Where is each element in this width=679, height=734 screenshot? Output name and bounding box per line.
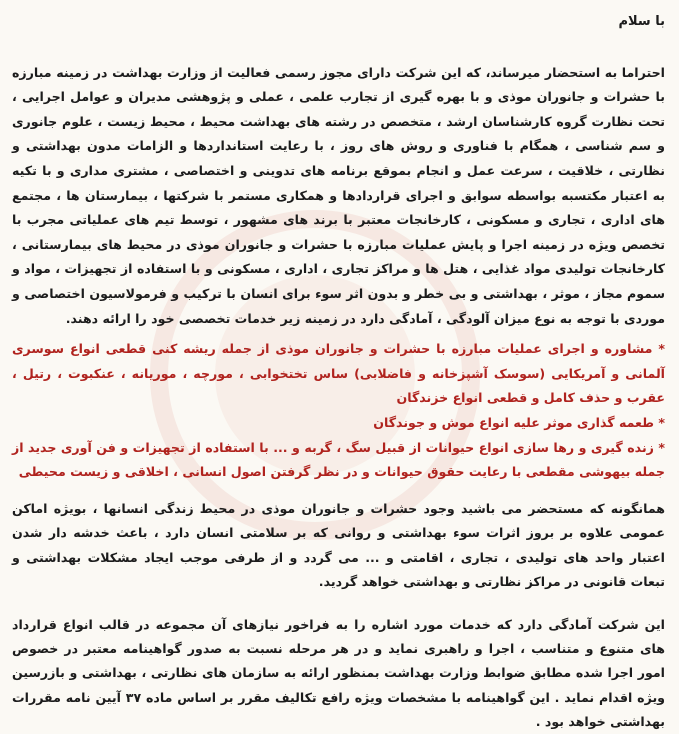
greeting: با سلام [618,14,665,29]
services-list [12,337,665,485]
spacer [12,485,665,497]
service-item-rodent-baiting: * طعمه گذاری موثر علیه انواع موش و جوندگان [373,414,665,430]
service-item-pest-control: * مشاوره و اجرای عملیات مبارزه با حشرات و جانوران موذی از جمله ریشه کنی قطعی انواع سوسری آلمانی و آمریکایی (سوسک آشپزخانه و فاضلابی) ساس تختخوابی ، مورچه ، موریانه ، عنکبوت ، رتیل ، عقرب و حذف کامل و قطعی انواع خزندگان [12,341,665,406]
spacer [12,601,665,613]
service-item-animal-capture: * زنده گیری و رها سازی انواع حیوانات از قبیل سگ ، گربه و ... با استفاده از تجهیزات و فن آوری جدید از جمله بیهوشی مقطعی با رعایت حقوق حیوانات و در نظر گرفتن اصول انسانی ، اخلاقی و زیست محیطی [12,439,665,480]
contract-paragraph: این شرکت آمادگی دارد که خدمات مورد اشاره را به فراخور نیازهای آن مجموعه در قالب انواع قرارداد های متنوع و متناسب ، اجرا و راهبری نماید و در هر مرحله نسبت به صدور گواهینامه معتبر در خصوص امور اجرا شده مطابق ضوابط وزارت بهداشت بمنظور ارائه به سازمان های نظارتی ، بهداشتی و بازرسین ویژه اقدام نماید . این گواهینامه با مشخصات ویژه رافع تکالیف مقرر بر اساس ماده ۳۷ آیین نامه مقررات بهداشتی خواهد بود . [12,617,666,729]
intro-paragraph: احتراما به استحضار میرساند، که این شرکت دارای مجوز رسمی فعالیت از وزارت بهداشت در زمینه مبارزه با حشرات و جانوران موذی و با بهره گیری از تجارب علمی ، عملی و پژوهشی مدیران و عوامل اجرایی ، تحت نظارت گروه کارشناسان ارشد ، متخصص در رشته های بهداشت محیط ، محیط زیست ، علوم جانوری و سم شناسی ، همگام با فناوری و روش های روز ، با رعایت استانداردها و الزامات مدون بهداشتی و نظارتی ، خلاقیت ، سرعت عمل و انجام بموقع برنامه های تدوینی و اختصاصی ، مشتری مداری و با تکیه به اعتبار مکتسبه بواسطه سوابق و اجرای قراردادها و همکاری مستمر با شرکتها ، بیمارستان ها ، مجتمع های اداری ، تجاری و مسکونی ، کارخانجات معتبر با برند های مشهور ، توسط تیم های عملیاتی مجرب با تخصص ویژه در زمینه اجرا و پایش عملیات مبارزه با حشرات و جانوران موذی در محیط های بیمارستانی ، کارخانجات تولیدی مواد غذایی ، هتل ها و مراکز تجاری ، اداری ، مسکونی و با استفاده از تجهیزات ، مواد و سموم مجاز ، موثر ، بهداشتی و بی خطر و بدون اثر سوء برای انسان با ترکیب و فرمولاسیون اختصاصی و موردی با توجه به نوع میزان آلودگی ، آمادگی دارد در زمینه زیر خدمات تخصصی خود را ارائه دهند. [12,64,665,326]
importance-paragraph: همانگونه که مستحضر می باشید وجود حشرات و جانوران موذی در محیط زندگی انسانها ، بویژه اماکن عمومی علاوه بر بروز اثرات سوء بهداشتی و روانی که بر سلامتی انسان دارد ، باعث خدشه دار شدن اعتبار واحد های تولیدی ، تجاری ، اقامتی و ... می گردد و از طرفی موجب ایجاد مشکلات بهداشتی و تبعات قانونی در مراکز نظارتی و بهداشتی خواهد گردید. [12,500,665,590]
